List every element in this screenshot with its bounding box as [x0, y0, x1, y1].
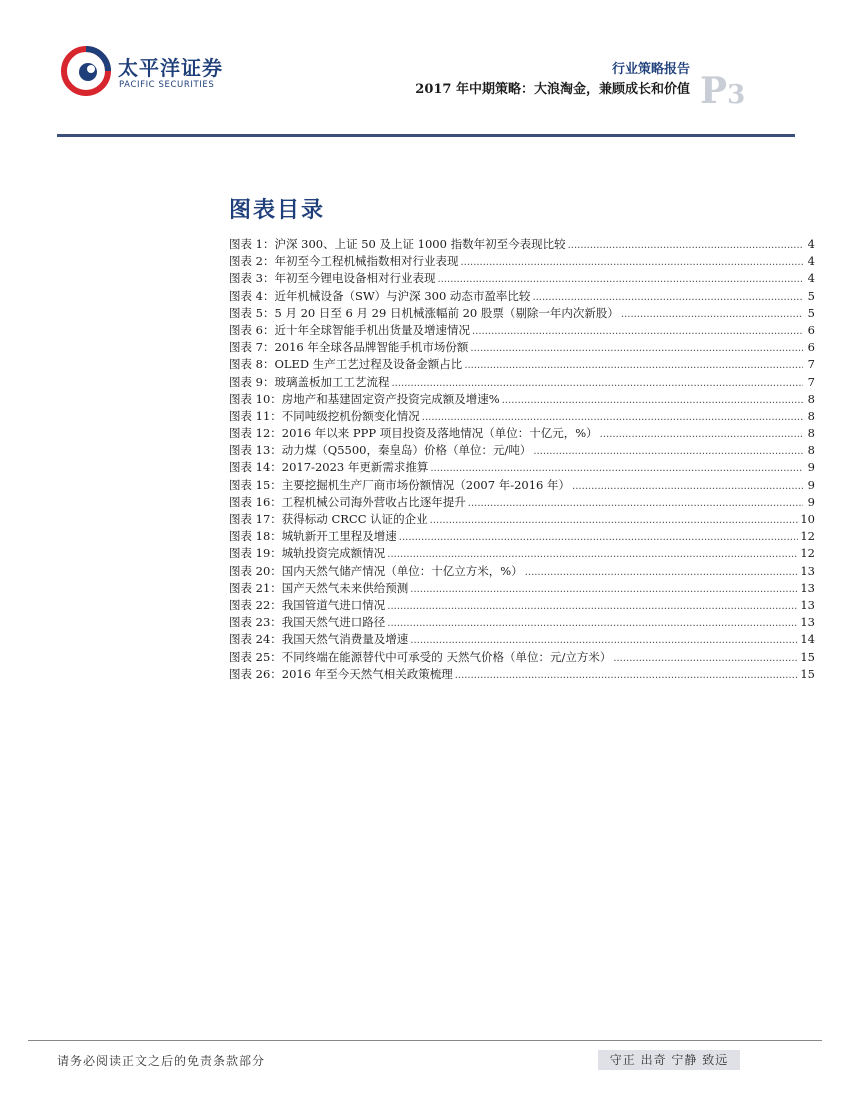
toc-leader-dots — [437, 270, 803, 288]
toc-entry[interactable] — [229, 631, 815, 648]
toc-leader-dots — [464, 356, 803, 374]
page-number-badge — [700, 70, 745, 112]
logo-emblem-icon — [60, 44, 112, 96]
toc-entry[interactable] — [229, 563, 815, 580]
toc-entry-label: 图表 8：OLED 生产工艺过程及设备金额占比 — [229, 357, 463, 372]
toc-entry-page: 12 — [800, 529, 815, 544]
toc-entry-page: 13 — [800, 597, 815, 612]
toc-leader-dots — [399, 528, 799, 546]
toc-entry-page: 4 — [807, 237, 815, 251]
header-divider — [57, 134, 795, 137]
toc-leader-dots — [460, 253, 803, 271]
toc-entry-page: 4 — [807, 271, 815, 286]
toc-entry-page: 14 — [800, 632, 815, 647]
toc-entry[interactable] — [229, 459, 815, 476]
toc-entry-page: 15 — [800, 666, 815, 681]
toc-entry-label: 图表 4：近年机械设备（SW）与沪深 300 动态市盈率比较 — [229, 288, 531, 303]
toc-entry-page: 8 — [807, 443, 815, 458]
toc-entry[interactable] — [229, 322, 815, 339]
toc-entry-label: 图表 3：年初至今锂电设备相对行业表现 — [229, 271, 436, 286]
toc-entry[interactable] — [229, 425, 815, 442]
toc-entry-label: 图表 1：沪深 300、上证 50 及上证 1000 指数年初至今表现比较 — [229, 237, 566, 251]
toc-entry-page: 13 — [800, 615, 815, 630]
toc-entry[interactable] — [229, 666, 815, 683]
toc-entry[interactable] — [229, 477, 815, 494]
toc-entry-label: 图表 24：我国天然气消费量及增速 — [229, 632, 409, 647]
toc-entry[interactable] — [229, 649, 815, 666]
page-letter: P — [700, 70, 728, 112]
toc-leader-dots — [568, 236, 803, 254]
logo-company-name-en: PACIFIC SECURITIES — [119, 80, 215, 90]
toc-leader-dots — [600, 425, 803, 443]
toc-entry[interactable] — [229, 528, 815, 545]
toc-leader-dots — [613, 649, 798, 667]
toc-entry[interactable] — [229, 511, 815, 528]
toc-entry-page: 7 — [807, 357, 815, 372]
toc-entry-page: 5 — [807, 305, 815, 320]
toc-entry-page: 8 — [807, 426, 815, 441]
toc-leader-dots — [410, 631, 798, 649]
toc-entry[interactable] — [229, 597, 815, 614]
toc-entry-label: 图表 13：动力煤（Q5500，秦皇岛）价格（单位：元/吨） — [229, 443, 532, 458]
toc-leader-dots — [387, 545, 798, 563]
toc-entry-label: 图表 16：工程机械公司海外营收占比逐年提升 — [229, 494, 466, 509]
toc-entry-page: 9 — [807, 477, 815, 492]
toc-entry-label: 图表 15：主要挖掘机生产厂商市场份额情况（2007 年-2016 年） — [229, 477, 571, 492]
toc-leader-dots — [391, 374, 803, 392]
toc-entry-label: 图表 11：不同吨级挖机份额变化情况 — [229, 408, 420, 423]
toc-entry[interactable] — [229, 288, 815, 305]
toc-entry-page: 4 — [807, 254, 815, 269]
toc-entry-page: 7 — [807, 374, 815, 389]
toc-leader-dots — [430, 511, 799, 529]
toc-entry-page: 8 — [807, 391, 815, 406]
toc-entry-page: 12 — [800, 546, 815, 561]
toc-entry-label: 图表 22：我国管道气进口情况 — [229, 597, 386, 612]
toc-entry[interactable] — [229, 356, 815, 373]
page-number: 3 — [727, 80, 746, 110]
toc-leader-dots — [532, 288, 803, 306]
toc-title: 图表目录 — [229, 197, 326, 223]
toc-entry[interactable] — [229, 545, 815, 562]
toc-leader-dots — [572, 477, 803, 495]
footer-disclaimer: 请务必阅读正文之后的免责条款部分 — [57, 1054, 266, 1068]
toc-leader-dots — [430, 459, 803, 477]
toc-leader-dots — [410, 580, 798, 598]
footer-motto: 守正 出奇 宁静 致远 — [598, 1050, 740, 1070]
toc-leader-dots — [455, 666, 799, 684]
toc-entry-page: 13 — [800, 580, 815, 595]
logo-company-name: 太平洋证券 — [118, 56, 223, 80]
toc-entry-page: 8 — [807, 408, 815, 423]
toc-entry[interactable] — [229, 442, 815, 459]
toc-entry-label: 图表 21：国产天然气未来供给预测 — [229, 580, 409, 595]
toc-entry[interactable] — [229, 270, 815, 287]
toc-entry-label: 图表 14：2017-2023 年更新需求推算 — [229, 460, 429, 475]
toc-entry-label: 图表 7：2016 年全球各品牌智能手机市场份额 — [229, 340, 469, 355]
toc-entry[interactable] — [229, 253, 815, 270]
toc-entry-label: 图表 9：玻璃盖板加工工艺流程 — [229, 374, 390, 389]
toc-list — [229, 236, 815, 683]
report-type: 行业策略报告 — [611, 62, 690, 77]
toc-entry-label: 图表 25：不同终端在能源替代中可承受的 天然气价格（单位：元/立方米） — [229, 649, 612, 664]
toc-entry-page: 6 — [807, 340, 815, 355]
toc-entry-label: 图表 17：获得标动 CRCC 认证的企业 — [229, 512, 428, 526]
toc-entry-label: 图表 2：年初至今工程机械指数相对行业表现 — [229, 254, 459, 269]
toc-leader-dots — [387, 597, 798, 615]
toc-entry-label: 图表 12：2016 年以来 PPP 项目投资及落地情况（单位：十亿元，%） — [229, 426, 598, 441]
toc-entry-label: 图表 10：房地产和基建固定资产投资完成额及增速% — [229, 391, 500, 406]
toc-entry-label: 图表 23：我国天然气进口路径 — [229, 615, 386, 630]
toc-entry-page: 13 — [800, 563, 815, 578]
toc-entry[interactable] — [229, 391, 815, 408]
toc-entry[interactable] — [229, 408, 815, 425]
toc-entry-label: 图表 19：城轨投资完成额情况 — [229, 546, 386, 561]
toc-leader-dots — [422, 408, 803, 426]
toc-leader-dots — [472, 322, 803, 340]
toc-entry-page: 15 — [800, 649, 815, 664]
toc-entry[interactable] — [229, 339, 815, 356]
toc-entry-page: 9 — [807, 460, 815, 475]
toc-entry[interactable] — [229, 236, 815, 253]
toc-entry-label: 图表 26：2016 年至今天然气相关政策梳理 — [229, 666, 453, 681]
toc-entry[interactable] — [229, 580, 815, 597]
toc-leader-dots — [621, 305, 803, 323]
toc-entry-label: 图表 5：5 月 20 日至 6 月 29 日机械涨幅前 20 股票（剔除一年内次新股） — [229, 305, 619, 320]
toc-leader-dots — [502, 391, 803, 409]
toc-entry-label: 图表 6：近十年全球智能手机出货量及增速情况 — [229, 322, 470, 337]
toc-entry[interactable] — [229, 374, 815, 391]
toc-leader-dots — [525, 563, 799, 581]
company-logo — [60, 44, 223, 104]
toc-entry-label: 图表 20：国内天然气储产情况（单位：十亿立方米，%） — [229, 563, 523, 578]
toc-leader-dots — [470, 339, 803, 357]
report-title: 2017 年中期策略：大浪淘金，兼顾成长和价值 — [415, 82, 690, 97]
toc-entry-label: 图表 18：城轨新开工里程及增速 — [229, 529, 397, 544]
toc-entry-page: 10 — [800, 512, 815, 526]
toc-leader-dots — [387, 614, 798, 632]
toc-entry[interactable] — [229, 305, 815, 322]
toc-entry-page: 6 — [807, 322, 815, 337]
toc-leader-dots — [468, 494, 803, 512]
toc-entry-page: 9 — [807, 494, 815, 509]
toc-entry[interactable] — [229, 494, 815, 511]
toc-leader-dots — [533, 442, 803, 460]
footer-divider — [28, 1040, 822, 1041]
toc-entry-page: 5 — [807, 288, 815, 303]
toc-entry[interactable] — [229, 614, 815, 631]
